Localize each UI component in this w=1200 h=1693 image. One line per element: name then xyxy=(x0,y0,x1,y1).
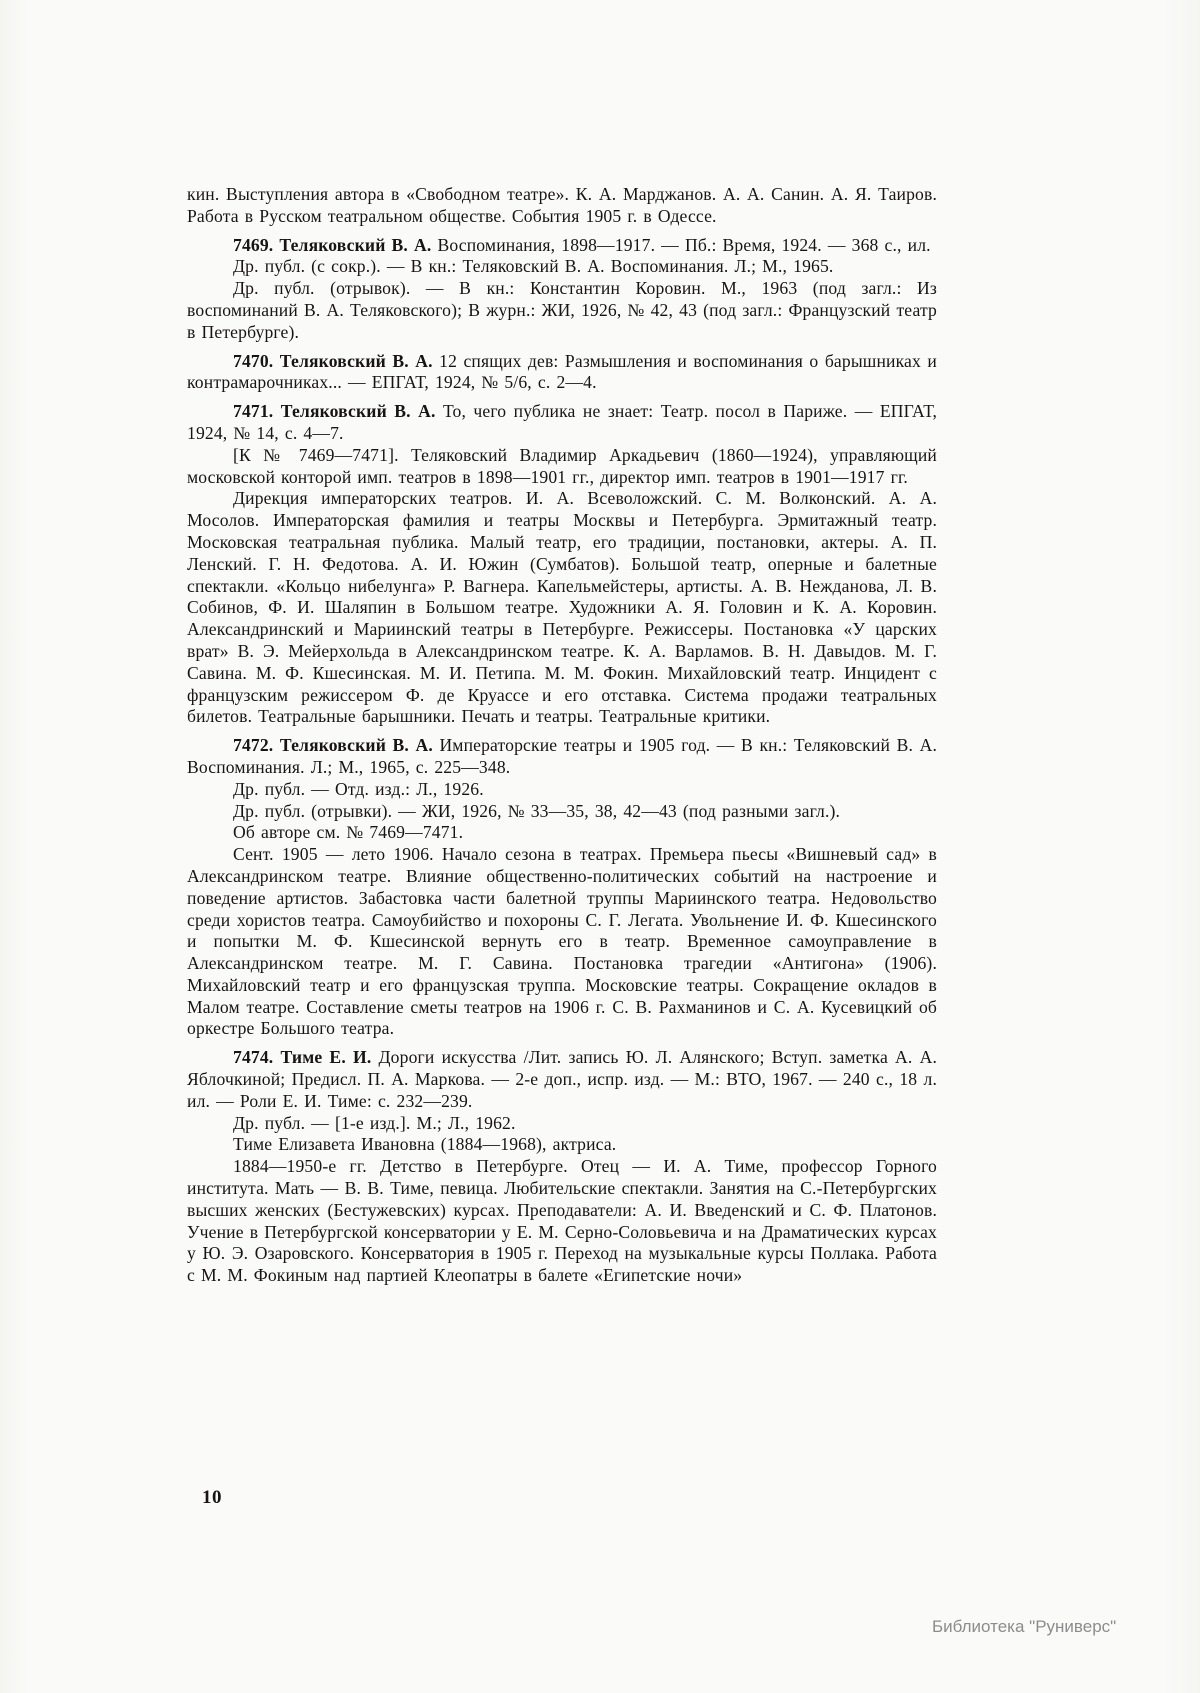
bibliography-text-block xyxy=(187,184,937,1287)
entry-7469-heading: 7469. Теляковский В. А. xyxy=(233,234,432,255)
entry-7470-text: 12 спящих дев: Размышления и воспоминания о барышниках и контрамарочниках... — ЕПГАТ, 1924, № 5/6, с. 2—4. xyxy=(187,350,937,393)
entry-7472-main xyxy=(187,735,937,779)
entry-7471-text: То, чего публика не знает: Театр. посол в Париже. — ЕПГАТ, 1924, № 14, с. 4—7. xyxy=(187,401,937,443)
entry-7474-biographical-note: Тиме Елизавета Ивановна (1884—1968), актриса. xyxy=(233,1134,617,1155)
entry-7469-publ-1: Др. публ. (с сокр.). — В кн.: Теляковский В. А. Воспоминания. Л.; М., 1965. xyxy=(233,256,834,277)
entry-7469-text: Воспоминания, 1898—1917. — Пб.: Время, 1924. — 368 с., ил. xyxy=(437,234,931,255)
entry-7472-see-also: Об авторе см. № 7469—7471. xyxy=(233,822,464,843)
continuation-paragraph: кин. Выступления автора в «Свободном театре». К. А. Марджанов. А. А. Санин. А. Я. Таиров. Работа в Русском театральном обществе. События 1905 г. в Одессе. xyxy=(187,184,937,226)
entry-7474-text: Дороги искусства /Лит. запись Ю. Л. Алянского; Вступ. заметка А. А. Яблочкиной; Предисл. П. А. Маркова. — 2-е доп., испр. изд. — М.: ВТО, 1967. — 240 с., 18 л. ил. — Роли Е. И. Тиме: с. 232—239. xyxy=(187,1047,937,1111)
entry-7469-publ-2: Др. публ. (отрывок). — В кн.: Константин Коровин. М., 1963 (под загл.: Из воспоминаний В. А. Теляковского); В журн.: ЖИ, 1926, № 42, 43 (под загл.: Французский театр в Петербурге). xyxy=(187,278,937,342)
entry-7471-heading: 7471. Теляковский В. А. xyxy=(233,401,436,422)
entry-7471-annotation: Дирекция императорских театров. И. А. Всеволожский. С. М. Волконский. А. А. Мосолов. Императорская фамилия и театры Москвы и Петербурга. Эрмитажный театр. Московская театральная публика. Малый театр, его традиции, постановки, актеры. А. П. Ленский. Г. Н. Федотова. А. И. Южин (Сумбатов). Большой театр, оперные и балетные спектакли. «Кольцо нибелунга» Р. Вагнера. Капельмейстеры, артисты. А. В. Нежданова, Л. В. Собинов, Ф. И. Шаляпин в Большом театре. Художники А. Я. Головин и К. А. Коровин. Александринский и Мариинский театры в Петербурге. Режиссеры. Постановка «У царских врат» В. Э. Мейерхольда в Александринском театре. К. А. Варламов. В. Н. Давыдов. М. Г. Савина. М. Ф. Кшесинская. М. И. Петипа. М. М. Фокин. Михайловский театр. Инцидент с французским режиссером Ф. де Круассе и его отставка. Система продажи театральных билетов. Театральные барышники. Печать и театры. Театральные критики. xyxy=(187,488,937,727)
entry-7472-publ-1: Др. публ. — Отд. изд.: Л., 1926. xyxy=(233,778,484,799)
entry-7471-main xyxy=(187,401,937,445)
page-number: 10 xyxy=(202,1487,222,1508)
entry-7472-publ-2: Др. публ. (отрывки). — ЖИ, 1926, № 33—35, 38, 42—43 (под разными загл.). xyxy=(233,800,841,821)
entry-7474-heading: 7474. Тиме Е. И. xyxy=(233,1047,372,1068)
entry-7472-text: Императорские театры и 1905 год. — В кн.: Теляковский В. А. Воспоминания. Л.; М., 1965, с. 225—348. xyxy=(187,735,937,777)
entry-7472-annotation: Сент. 1905 — лето 1906. Начало сезона в театрах. Премьера пьесы «Вишневый сад» в Александринском театре. Влияние общественно-политических событий на настроение и поведение артистов. Забастовка части балетной труппы Мариинского театра. Недовольство среди хористов театра. Самоубийство и похороны С. Г. Легата. Увольнение И. Ф. Кшесинского и попытки М. Ф. Кшесинской вернуть его в театр. Временное самоуправление в Александринском театре. М. Г. Савина. Постановка трагедии «Антигона» (1906). Михайловский театр и его французская труппа. Московские театры. Сокращение окладов в Малом театре. Составление сметы театров на 1906 г. С. В. Рахманинов и С. А. Кусевицкий об оркестре Большого театра. xyxy=(187,844,937,1039)
entry-7470-main xyxy=(187,351,937,395)
entry-7474-annotation: 1884—1950-е гг. Детство в Петербурге. Отец — И. А. Тиме, профессор Горного института. Мать — В. В. Тиме, певица. Любительские спектакли. Занятия на С.-Петербургских высших женских (Бестужевских) курсах. Преподаватели: А. И. Введенский и С. Ф. Платонов. Учение в Петербургской консерватории у Е. М. Серно-Соловьевича и на Драматических курсах у Ю. Э. Озаровского. Консерватория в 1905 г. Переход на музыкальные курсы Поллака. Работа с М. М. Фокиным над партией Клеопатры в балете «Египетские ночи» xyxy=(187,1156,937,1286)
entry-7470-heading: 7470. Теляковский В. А. xyxy=(233,350,433,371)
library-watermark: Библиотека "Руниверс" xyxy=(932,1617,1117,1636)
entry-7474-main xyxy=(187,1047,937,1112)
entry-7474-publ-1: Др. публ. — [1-е изд.]. М.; Л., 1962. xyxy=(233,1112,516,1133)
entry-7469-main xyxy=(187,235,937,257)
entry-7471-biographical-note: [К № 7469—7471]. Теляковский Владимир Аркадьевич (1860—1924), управляющий московской конторой имп. театров в 1898—1901 гг., директор имп. театров в 1901—1917 гг. xyxy=(187,444,937,487)
entry-7472-heading: 7472. Теляковский В. А. xyxy=(233,735,433,756)
